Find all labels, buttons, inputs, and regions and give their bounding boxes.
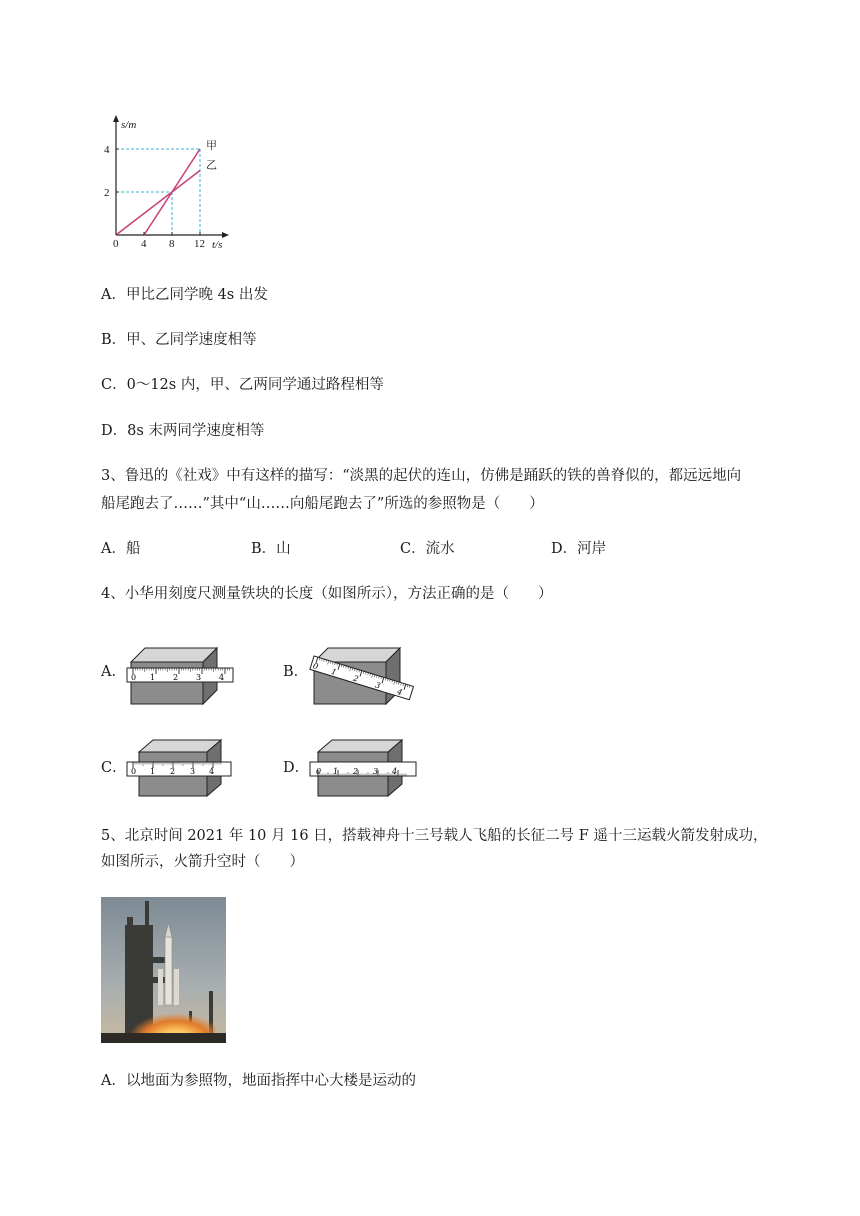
q5-stem-line1: 5、北京时间 2021 年 10 月 16 日，搭载神舟十三号载人飞船的长征二号 F 遥十三运载火箭发射成功，	[101, 828, 768, 844]
q2-option-c: C．0～12s 内，甲、乙两同学通过路程相等	[101, 377, 384, 393]
q5-stem-line2: 如图所示，火箭升空时（ ）	[101, 854, 304, 870]
q4-option-b-label: B．	[283, 664, 309, 680]
s-t-chart-svg	[100, 108, 250, 253]
series-label-jia: 甲	[206, 140, 217, 152]
ruler-c-label-2: 2	[170, 767, 176, 776]
ruler-figure-b	[308, 636, 418, 716]
q4-stem: 4、小华用刻度尺测量铁块的长度（如图所示），方法正确的是（ ）	[101, 586, 553, 602]
ruler-c-label-3: 3	[190, 767, 196, 776]
q4-option-c-label: C．	[101, 760, 127, 776]
y-tick-label-2: 2	[104, 187, 110, 199]
series-line-yi	[116, 171, 200, 236]
ruler-c-label-0: 0	[131, 767, 137, 776]
ruler-c-label-1: 1	[150, 767, 156, 776]
q2-option-a: A．甲比乙同学晚 4s 出发	[101, 287, 268, 303]
y-axis-label: s/m	[121, 119, 137, 131]
q2-option-d: D．8s 末两同学速度相等	[101, 423, 265, 439]
ruler-a-label-4: 4	[219, 673, 225, 682]
ruler-a-label-1: 1	[150, 673, 156, 682]
q4-option-d-label: D．	[283, 760, 310, 776]
x-axis-label: t/s	[212, 239, 223, 251]
ruler-d-label-3: 3	[373, 767, 379, 776]
q3-option-a: A．船	[101, 541, 141, 557]
q3-option-b: B．山	[251, 541, 291, 557]
s-t-chart	[100, 108, 250, 253]
q5-option-a: A．以地面为参照物，地面指挥中心大楼是运动的	[101, 1073, 416, 1089]
q3-option-d: D．河岸	[551, 541, 607, 557]
x-tick-label-0: 0	[113, 238, 119, 250]
q3-stem-line1: 3、鲁迅的《社戏》中有这样的描写：“淡黑的起伏的连山，仿佛是踊跃的铁的兽脊似的，都远远地向	[101, 468, 742, 484]
y-tick-label-4: 4	[104, 144, 110, 156]
ruler-b-label-1: 1	[329, 666, 338, 678]
ruler-b-label-0: 0	[311, 661, 320, 672]
ruler-figure-c	[125, 734, 235, 814]
ruler-b-label-3: 3	[373, 680, 382, 691]
ruler-d-label-1: 1	[333, 767, 339, 776]
x-axis-arrow	[222, 232, 229, 238]
ruler-c-label-4: 4	[209, 767, 215, 776]
x-tick-label-4: 4	[141, 238, 147, 250]
ruler-a-label-3: 3	[196, 673, 202, 682]
ruler-d-label-4: 4	[392, 767, 398, 776]
x-tick-label-8: 8	[169, 238, 175, 250]
ruler-a-label-0: 0	[131, 673, 137, 682]
q3-stem-line2: 船尾跑去了……”其中“山……向船尾跑去了”所选的参照物是（ ）	[101, 496, 544, 512]
ruler-figure-a	[125, 636, 235, 716]
ruler-d-label-0: 0	[316, 767, 322, 776]
ruler-figure-d	[308, 734, 418, 814]
q4-option-a-label: A．	[101, 664, 126, 680]
rocket-launch-photo	[101, 897, 226, 1043]
x-tick-label-12: 12	[194, 238, 205, 250]
ruler-b-label-4: 4	[395, 687, 404, 698]
ruler-a-label-2: 2	[173, 673, 179, 682]
q3-option-c: C．流水	[400, 541, 455, 557]
ruler-b-label-2: 2	[351, 673, 360, 684]
y-axis-arrow	[113, 115, 119, 122]
q2-option-b: B．甲、乙同学速度相等	[101, 332, 257, 348]
ruler-d-label-2: 2	[353, 767, 359, 776]
series-label-yi: 乙	[206, 159, 217, 172]
